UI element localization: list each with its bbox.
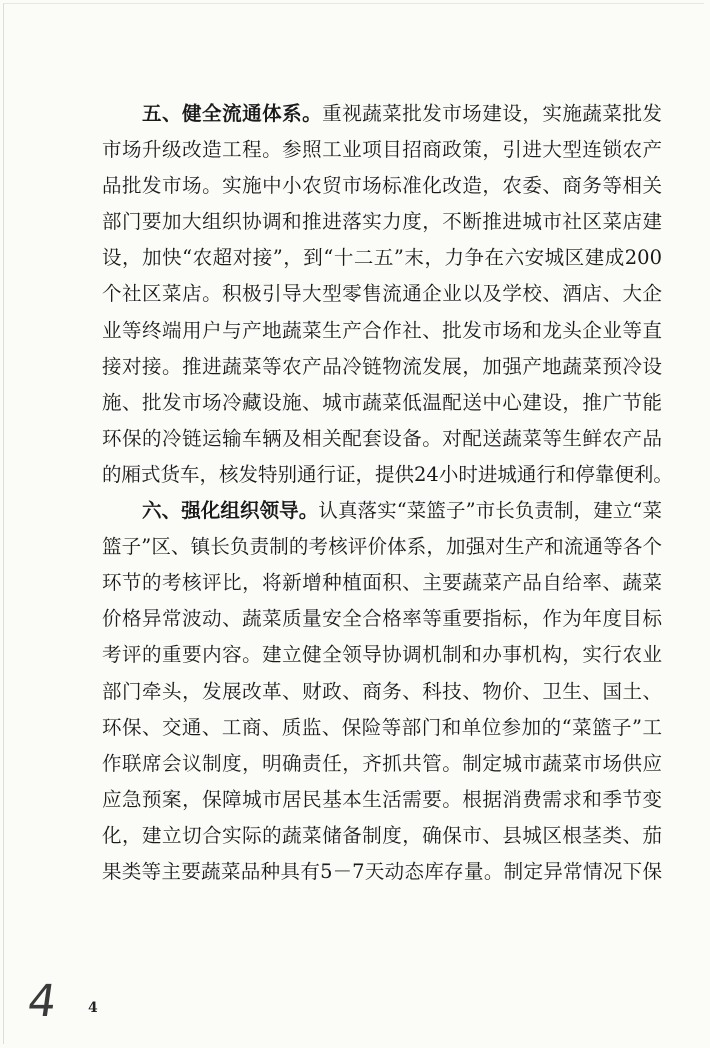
section6-line: 果类等主要蔬菜品种具有5－7天动态库存量。制定异常情况下保	[102, 859, 662, 883]
section6-heading: 六、强化组织领导。	[142, 499, 319, 523]
section6-line: 应急预案，保障城市居民基本生活需要。根据消费需求和季节变	[102, 787, 662, 811]
section6-line: 化，建立切合实际的蔬菜储备制度，确保市、县城区根茎类、茄	[102, 823, 662, 847]
section5-line: 品批发市场。实施中小农贸市场标准化改造，农委、商务等相关	[102, 174, 662, 198]
section5-line: 接对接。推进蔬菜等农产品冷链物流发展，加强产地蔬菜预冷设	[102, 354, 662, 378]
section6-line: 认真落实“菜篮子”市长负责制，建立“菜	[318, 499, 662, 523]
section6-line: 价格异常波动、蔬菜质量安全合格率等重要指标，作为年度目标	[102, 607, 662, 631]
section6-line: 篮子”区、镇长负责制的考核评价体系，加强对生产和流通等各个	[102, 535, 662, 559]
section5-line: 重视蔬菜批发市场建设，实施蔬菜批发	[322, 102, 662, 125]
section6-first-line	[102, 493, 662, 529]
section6-line: 环保、交通、工商、质监、保险等部门和单位参加的“菜篮子”工	[102, 715, 662, 739]
handwritten-page-number: 4	[24, 976, 60, 1027]
section5-line: 市场升级改造工程。参照工业项目招商政策，引进大型连锁农产	[102, 138, 662, 162]
section6-line: 作联席会议制度，明确责任，齐抓共管。制定城市蔬菜市场供应	[102, 751, 662, 775]
section5-first-line	[102, 96, 662, 132]
section5-line: 的厢式货车，核发特别通行证，提供24小时进城通行和停靠便利。	[102, 462, 673, 486]
section5-line: 设，加快“农超对接”，到“十二五”末，力争在六安城区建成200	[102, 246, 662, 270]
section5-line: 部门要加大组织协调和推进落实力度，不断推进城市社区菜店建	[102, 210, 662, 234]
section5-line: 业等终端用户与产地蔬菜生产合作社、批发市场和龙头企业等直	[102, 318, 662, 342]
section6-line: 部门牵头，发展改革、财政、商务、科技、物价、卫生、国土、	[102, 679, 662, 703]
section5-line: 环保的冷链运输车辆及相关配套设备。对配送蔬菜等生鲜农产品	[102, 426, 662, 450]
section6-line: 环节的考核评比，将新增种植面积、主要蔬菜产品自给率、蔬菜	[102, 571, 662, 595]
page-number: 4	[88, 1000, 98, 1016]
section5-heading: 五、健全流通体系。	[142, 102, 323, 125]
section5-line: 施、批发市场冷藏设施、城市蔬菜低温配送中心建设，推广节能	[102, 390, 662, 414]
section6-line: 考评的重要内容。建立健全领导协调机制和办事机构，实行农业	[102, 643, 662, 667]
section5-line: 个社区菜店。积极引导大型零售流通企业以及学校、酒店、大企	[102, 282, 662, 306]
document-body	[102, 96, 673, 890]
